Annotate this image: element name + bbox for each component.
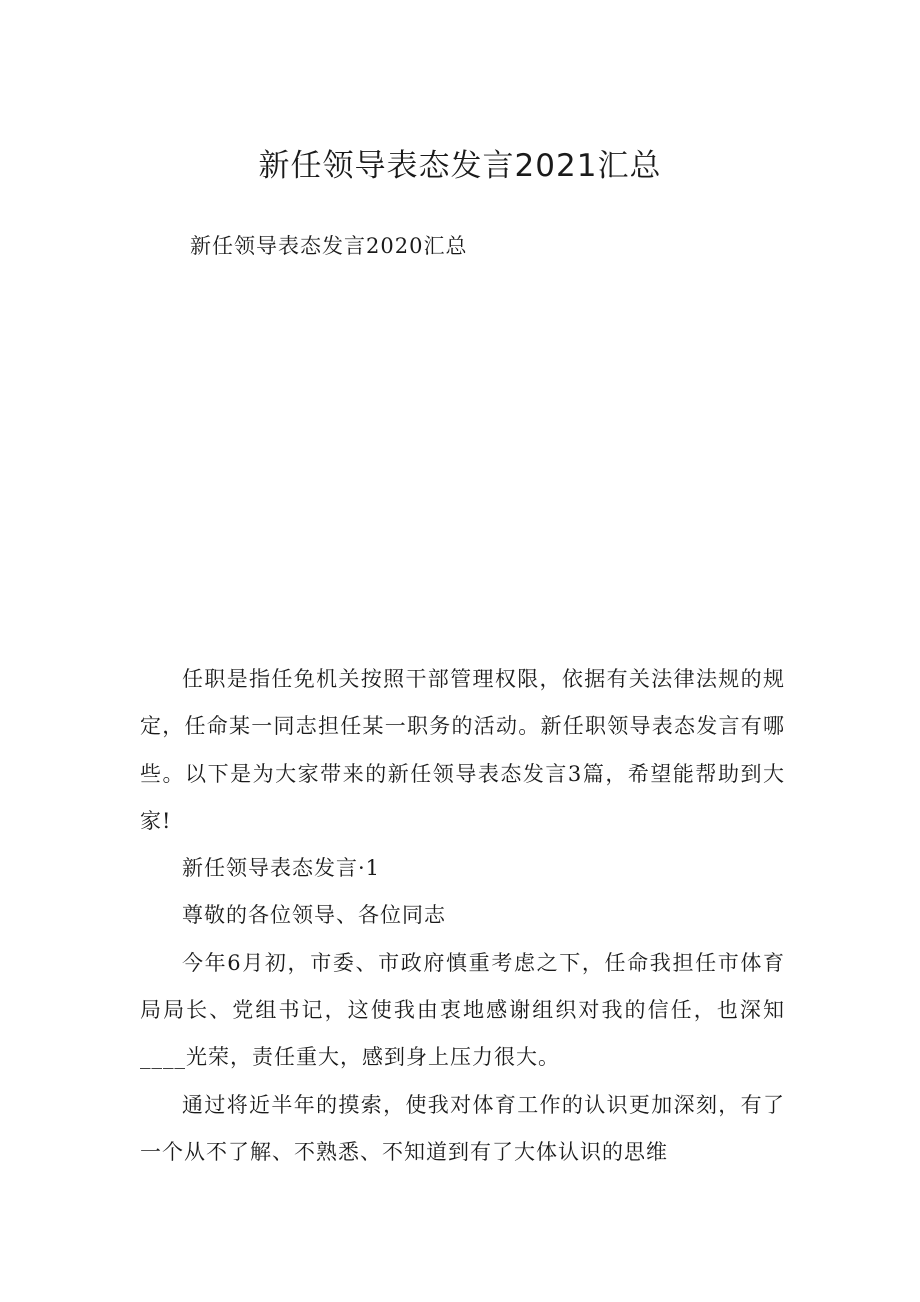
document-title: 新任领导表态发言2021汇总 bbox=[258, 148, 662, 184]
section-heading: 新任领导表态发言·1 bbox=[182, 856, 381, 881]
paragraph-intro: 任职是指任免机关按照干部管理权限，依据有关法律法规的规定，任命某一同志担任某一职务的活动。新任职领导表态发言有哪些。以下是为大家带来的新任领导表态发言3篇，希望能帮助到大家! bbox=[140, 667, 785, 833]
document-body bbox=[140, 656, 785, 1176]
document-subtitle: 新任领导表态发言2020汇总 bbox=[190, 234, 468, 258]
paragraph-reflection: 通过将近半年的摸索，使我对体育工作的认识更加深刻，有了一个从不了解、不熟悉、不知道到有了大体认识的思维 bbox=[140, 1092, 785, 1164]
salutation: 尊敬的各位领导、各位同志 bbox=[182, 903, 446, 928]
paragraph-appointment: 今年6月初，市委、市政府慎重考虑之下，任命我担任市体育局局长、党组书记，这使我由衷地感谢组织对我的信任，也深知____光荣，责任重大，感到身上压力很大。 bbox=[140, 950, 785, 1070]
